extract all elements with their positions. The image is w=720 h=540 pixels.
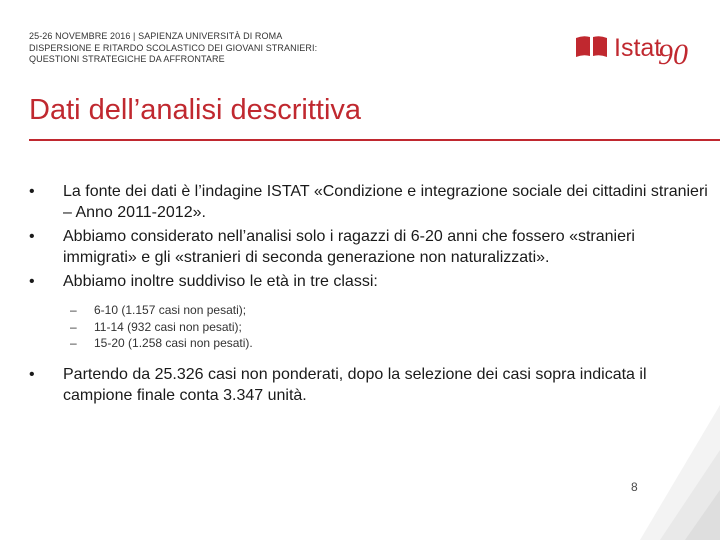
bullet-dot: • xyxy=(29,228,35,245)
bullet-dot: • xyxy=(29,273,35,290)
slide-content xyxy=(29,181,709,406)
logo-wordmark: Istat xyxy=(614,34,662,62)
bullet-item xyxy=(29,271,709,292)
istat-logo xyxy=(574,30,694,72)
sub-dash: – xyxy=(70,303,77,317)
bullet-item xyxy=(29,181,709,223)
header-topic-line1: DISPERSIONE E RITARDO SCOLASTICO DEI GIOVANI STRANIERI: xyxy=(29,42,318,53)
bullet-item xyxy=(29,364,709,406)
logo-anniversary: 90 xyxy=(658,38,688,71)
bullet-text: Abbiamo considerato nell’analisi solo i ragazzi di 6-20 anni che fossero «stranieri immigrati» e gli «stranieri di seconda generazione non naturalizzati». xyxy=(63,228,635,266)
sub-dash: – xyxy=(70,336,77,350)
bullet-dot: • xyxy=(29,183,35,200)
istat-logo-icon xyxy=(574,30,694,72)
slide-title: Dati dell’analisi descrittiva xyxy=(29,94,362,126)
sub-text: 15-20 (1.258 casi non pesati). xyxy=(94,336,253,350)
slide-number: 8 xyxy=(631,480,638,494)
header-topic-line2: QUESTIONI STRATEGICHE DA AFFRONTARE xyxy=(29,54,225,64)
corner-decoration xyxy=(640,380,720,540)
bullet-text: Partendo da 25.326 casi non ponderati, dopo la selezione dei casi sopra indicata il campione finale conta 3.347 unità. xyxy=(63,365,647,404)
age-classes-list xyxy=(29,302,709,352)
sub-item xyxy=(70,319,709,336)
title-rule xyxy=(29,139,720,141)
sub-dash: – xyxy=(70,319,77,334)
bullet-dot: • xyxy=(29,365,35,383)
sub-text: 6-10 (1.157 casi non pesati); xyxy=(94,303,247,317)
bullet-text: Abbiamo inoltre suddiviso le età in tre classi: xyxy=(63,273,378,290)
sub-item xyxy=(70,302,709,319)
sub-text: 11-14 (932 casi non pesati); xyxy=(94,319,242,334)
slide-header xyxy=(29,31,469,66)
sub-item xyxy=(70,335,709,352)
bullet-text: La fonte dei dati è l’indagine ISTAT «Condizione e integrazione sociale dei cittadini stranieri – Anno 2011-2012». xyxy=(63,183,708,221)
header-event: 25-26 NOVEMBRE 2016 | SAPIENZA UNIVERSITÀ DI ROMA xyxy=(29,31,283,41)
bullet-item xyxy=(29,226,709,268)
